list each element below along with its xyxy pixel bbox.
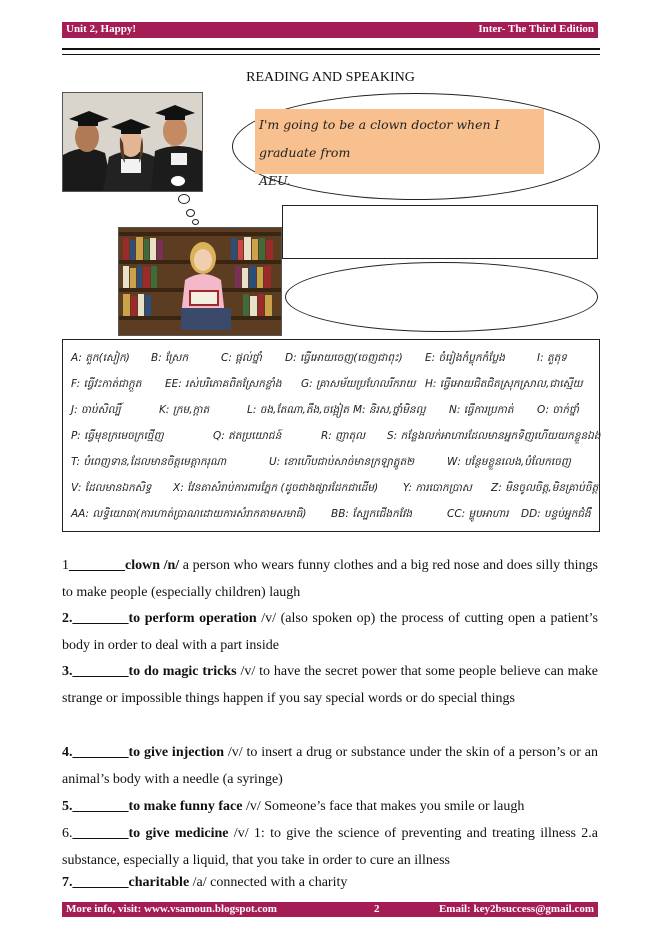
vocab-entry: M: និរស,ថ្នាំមិនល្អ [353,404,426,416]
book-title: Inter- The Third Edition [478,23,594,35]
section-title: READING AND SPEAKING [246,70,415,85]
unit-title: Unit 2, Happy! [66,23,136,35]
vocab-row [63,476,599,500]
vocab-entry: C: ផ្តល់ថ្នាំ [221,352,262,364]
vocab-entry: B: ស្រែក [151,352,189,364]
item-definition: /v/ 1: to give the science of preventing and treating illness 2.a substance, especially a liquid, that you take in order to cure an illness [62,826,598,868]
vocab-entry: D: ធ្វើអោយចេញ(ចេញជាពុះ) [285,352,403,364]
vocab-entry: BB: ស្បែកជើងកវែង [331,508,413,520]
vocab-entry: S: កន្លែងលក់អាហារដែលមានអ្នកទិញហើយយកខ្លួនឯង [387,430,601,442]
vocab-row [63,372,599,396]
item-definition: a person who wears funny clothes and a big red nose and does silly things to make people (especially children) laugh [62,558,598,600]
vocab-item [62,793,598,820]
speech-quote-text [259,111,540,195]
vocab-item [62,874,598,892]
vocab-entry: CC: ម្ហូបអាហារ [447,508,509,520]
answer-blank[interactable]: ________ [72,826,129,841]
vocab-entry: A: តួក(សៀក) [71,352,130,364]
vocab-entry: J: ចាប់សិល្បិ៍ [71,404,121,416]
vocab-row [63,346,599,370]
answer-blank[interactable]: ________ [72,611,129,626]
vocab-entry: AA: លទ្ធិយោធា(ការហាត់ប្រាណដោយការសំរាកតាមសមាធិ) [71,508,307,520]
vocab-entry: T: បំពេញទាន,ដែលមានចិត្តមេត្តាករុណា [71,456,227,468]
item-number: 5. [62,799,73,814]
vocab-entry: EE: រស់បរិភោគពិតស្រែកខ្លាំង [165,378,282,390]
speech-quote-box [255,109,544,188]
thought-dot [178,194,190,204]
vocab-row [63,450,599,474]
vocab-entry: I: តួតុទ [537,352,567,364]
vocab-item [62,739,598,793]
vocab-entry: O: ចាក់ថ្នាំ [537,404,579,416]
item-definition: /a/ connected with a charity [189,875,348,890]
item-term: to do magic tricks [128,664,237,679]
answer-blank[interactable]: ________ [72,875,129,890]
email-link[interactable]: Email: key2bsuccess@gmail.com [438,903,594,915]
thought-dot [170,175,186,187]
answer-blank[interactable]: ________ [72,664,129,679]
item-definition: /v/ (also spoken op) the process of cutting open a patient’s body in order to deal with a part inside [62,611,598,653]
item-term: clown /n/ [125,558,180,573]
item-number: 2. [62,611,73,626]
page-number: 2 [374,903,380,915]
vocab-entry: H: ធ្វើអោយជិតជិតស្រុកស្រាល,ជាស្មើយ [425,378,583,390]
vocab-entry: R: ញាតុល [321,430,366,442]
item-definition: /v/ to insert a drug or substance under the skin of a person’s or an animal’s body with a needle (a syringe) [62,745,598,787]
speech-quote-line-1: I'm going to be a clown doctor when I graduate from [259,117,500,160]
vocab-entry: U: ខោហើបជាប់សាច់មានក្រឡាត្នូត២ [269,456,415,468]
vocab-item [62,605,598,659]
item-term: charitable [128,875,190,890]
item-number: 4. [62,745,73,760]
vocab-entry: W: បន្ថែមខ្លួនលេង,បំលែកចេញ [447,456,571,468]
empty-rect-bubble [282,205,598,259]
vocab-entry: DD: បន្ទប់អ្នកជំងឺ [521,508,591,520]
vocab-entry: E: ចំរៀងកំប្លុកកំប្លែង [425,352,505,364]
vocab-entry: F: ធ្វើវះកាត់ជាក្ដួត [71,378,142,390]
vocab-entry: N: ធ្វើការប្រកាត់ [449,404,514,416]
thought-dot [186,209,195,217]
item-term: to give injection [128,745,225,760]
vocab-item [62,820,598,874]
vocab-entry: Q: ឥតប្រយោជន៍ [213,430,282,442]
vocab-row [63,502,599,526]
speech-quote-line-2: AEU. [259,173,291,188]
item-number: 7. [62,875,73,890]
answer-blank[interactable]: ________ [72,745,129,760]
page-footer [62,902,598,917]
item-term: to perform operation [128,611,257,626]
vocab-item [62,552,598,606]
answer-blank[interactable]: ________ [72,799,129,814]
empty-oval-bubble [285,262,598,332]
vocab-entry: V: ដែលមានឯកសិទ្ធ [71,482,152,494]
item-term: to make funny face [128,799,243,814]
item-number: 1 [62,558,69,573]
vocab-entry: P: ធ្វើមុខក្រមេចក្រថ្មើញ [71,430,164,442]
header-divider [62,48,600,55]
vocab-entry: K: ក្រម,ក្ដាត [159,404,210,416]
vocab-entry: X: វែនតាសំរាប់ការពារភ្នែក (ដូចជាងផ្សារដែកជាដើម) [173,482,379,494]
vocab-entry: L: ចង,តែណា,តឹង,ចង្អៀត [247,404,350,416]
thought-dot [192,219,199,225]
item-number: 6. [62,826,73,841]
vocab-row [63,398,599,422]
blog-link[interactable]: More info, visit: www.vsamoun.blogspot.com [66,903,277,915]
item-term: to give medicine [128,826,229,841]
vocab-entry: Y: ការបោកប្រាស [403,482,472,494]
vocab-entry: Z: មិនចូលចិត្ត,មិនគ្រាប់ចិត្ត [491,482,599,494]
vocab-item [62,658,598,712]
answer-blank[interactable]: ________ [69,558,125,573]
vocab-row [63,424,599,448]
item-definition: /v/ to have the secret power that some people believe can make strange or impossible things happen if you say special words or do special things [62,664,598,706]
item-number: 3. [62,664,73,679]
vocab-entry: G: គ្រាសម័យប្រហែលរីករាយ [301,378,416,390]
item-definition: /v/ Someone’s face that makes you smile or laugh [242,799,525,814]
library-student-photo [118,227,282,336]
vocabulary-box [62,339,600,532]
page-header [62,22,598,38]
